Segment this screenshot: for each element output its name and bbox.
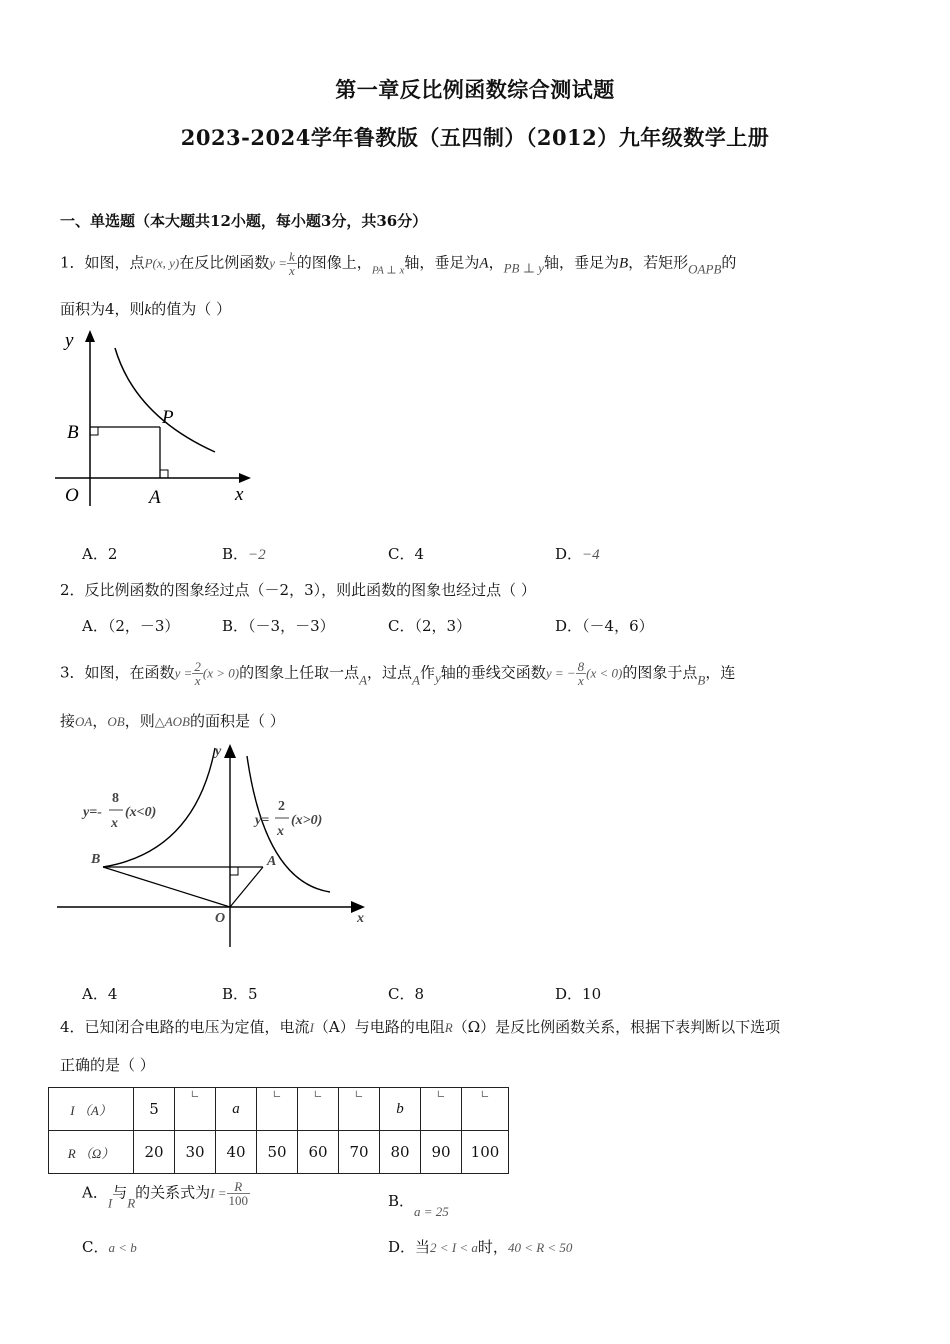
table-cell: 50 bbox=[257, 1131, 298, 1174]
q4-option-b[interactable] bbox=[388, 1190, 449, 1220]
q2-text: 反比例函数的图象经过点（－2，3），则此函数的图象也经过点（ ） bbox=[84, 581, 536, 599]
table-cell: ∟ bbox=[175, 1088, 216, 1131]
q3-right-eq-den: x bbox=[277, 824, 284, 839]
q3-func2-lhs: y = − bbox=[545, 665, 576, 681]
q3-curve-left bbox=[103, 748, 215, 867]
q3-left-eq-lhs: y=- bbox=[83, 805, 102, 820]
q3-oa: OA bbox=[75, 714, 93, 729]
option-label: B． bbox=[222, 985, 249, 1003]
q1-oapb-expr: OAPB bbox=[688, 261, 722, 277]
q3-option-c[interactable] bbox=[388, 983, 424, 1004]
q3-fig-x: x bbox=[357, 911, 364, 926]
q3-ob-line bbox=[103, 867, 230, 907]
q4-option-c[interactable] bbox=[82, 1236, 137, 1257]
option-value: （－3，－3） bbox=[248, 617, 335, 635]
q4-opt-range-r: 40 < R < 50 bbox=[507, 1240, 573, 1255]
q3-func1-fraction bbox=[192, 660, 203, 687]
q1-text: ， bbox=[488, 253, 504, 272]
option-text: 与 bbox=[112, 1183, 128, 1202]
table-cell: 5 bbox=[134, 1088, 175, 1131]
q1-option-c[interactable] bbox=[388, 543, 424, 564]
q4-i: I bbox=[309, 1020, 314, 1035]
q4-table bbox=[48, 1087, 509, 1174]
q3-func1-num: 2 bbox=[194, 659, 201, 674]
table-cell: 90 bbox=[421, 1131, 462, 1174]
q3-ob: OB bbox=[107, 714, 125, 729]
option-label: A． bbox=[82, 985, 108, 1003]
option-value: （2，3） bbox=[414, 617, 472, 635]
q3-func2-fraction bbox=[576, 660, 587, 687]
q1-text: 轴，垂足为 bbox=[404, 253, 480, 272]
q3-y-arrow bbox=[224, 744, 236, 758]
q1-func-num: k bbox=[289, 249, 295, 264]
q1-text: 的值为（ ） bbox=[151, 300, 231, 318]
option-value: 10 bbox=[582, 985, 602, 1003]
q3-text: 的图象于点 bbox=[622, 663, 698, 682]
q3-fig-y: y bbox=[215, 744, 222, 759]
q3-option-b[interactable] bbox=[222, 983, 258, 1004]
option-label: A． bbox=[82, 1183, 108, 1202]
q4-option-a[interactable] bbox=[82, 1180, 250, 1212]
option-value: 5 bbox=[248, 985, 258, 1003]
option-value: −4 bbox=[582, 547, 600, 563]
table-cell: ∟ bbox=[257, 1088, 298, 1131]
q3-text: ， bbox=[92, 712, 108, 730]
table-cell: 100 bbox=[462, 1131, 509, 1174]
q1-pa-expr: PA ⊥ x bbox=[371, 264, 405, 277]
q3-text: 的图象上任取一点 bbox=[239, 663, 360, 682]
q1-text: 在反比例函数 bbox=[179, 253, 270, 272]
q3-text: 接 bbox=[60, 712, 76, 730]
q3-fig-o: O bbox=[215, 911, 226, 926]
q1-option-d[interactable] bbox=[555, 543, 600, 564]
q4-option-d[interactable] bbox=[388, 1236, 572, 1257]
table-cell: 30 bbox=[175, 1131, 216, 1174]
table-cell: 70 bbox=[339, 1131, 380, 1174]
table-cell: 60 bbox=[298, 1131, 339, 1174]
option-label: D． bbox=[555, 545, 583, 563]
table-row bbox=[49, 1088, 509, 1131]
table-cell: I （A） bbox=[49, 1088, 134, 1131]
option-value: 2 bbox=[107, 545, 118, 563]
table-cell: R （Ω） bbox=[49, 1131, 134, 1174]
q1-option-a[interactable] bbox=[82, 543, 117, 564]
q3-right-eq-lhs: y= bbox=[255, 813, 270, 828]
q1-func-den: x bbox=[289, 263, 295, 278]
option-value: 8 bbox=[414, 985, 425, 1003]
q4-opt-den: 100 bbox=[228, 1193, 249, 1208]
option-label: C． bbox=[82, 1238, 109, 1256]
q2-option-c[interactable] bbox=[388, 615, 471, 636]
q3-fig-b: B bbox=[91, 852, 101, 867]
option-label: A． bbox=[82, 545, 108, 563]
q3-option-d[interactable] bbox=[555, 983, 601, 1004]
q4-number: 4． bbox=[60, 1018, 85, 1036]
q3-number: 3． bbox=[60, 663, 85, 682]
q3-fig-a: A bbox=[267, 854, 277, 869]
q4-text: 已知闭合电路的电压为定值，电流 bbox=[84, 1018, 310, 1036]
q1-figure bbox=[55, 326, 265, 511]
q3-func2-num: 8 bbox=[577, 659, 585, 674]
q1-label-b: B bbox=[618, 255, 629, 272]
q1-fig-x: x bbox=[235, 484, 244, 505]
q2-option-a[interactable] bbox=[82, 615, 179, 636]
q3-func1-den: x bbox=[194, 673, 201, 688]
q2-number: 2． bbox=[60, 581, 85, 599]
option-label: B． bbox=[222, 545, 249, 563]
option-value: （2，－3） bbox=[107, 617, 180, 635]
q1-text: 的图像上， bbox=[296, 253, 372, 272]
q3-stem-line2 bbox=[60, 710, 285, 731]
option-value: a = 25 bbox=[414, 1204, 449, 1219]
q3-right-angle bbox=[230, 867, 238, 875]
q3-text: 轴的垂线交函数 bbox=[440, 663, 546, 682]
q1-number: 1． bbox=[60, 253, 85, 272]
option-label: B． bbox=[222, 617, 249, 635]
q3-left-eq-num: 8 bbox=[112, 791, 119, 806]
option-label: D． bbox=[555, 985, 583, 1003]
table-cell: 40 bbox=[216, 1131, 257, 1174]
table-cell: 20 bbox=[134, 1131, 175, 1174]
q1-right-angle-a bbox=[160, 470, 168, 478]
option-value: （－4，6） bbox=[582, 617, 654, 635]
q3-stem bbox=[60, 660, 735, 689]
table-cell: ∟ bbox=[298, 1088, 339, 1131]
q1-fig-y: y bbox=[65, 330, 74, 351]
q1-curve bbox=[115, 348, 215, 452]
q2-option-d[interactable] bbox=[555, 615, 654, 636]
q3-figure bbox=[55, 742, 375, 952]
q3-text: 如图，在函数 bbox=[84, 663, 175, 682]
q4-stem-line2: 正确的是（ ） bbox=[60, 1056, 155, 1074]
q3-func2-domain: (x < 0) bbox=[586, 665, 623, 681]
option-text: 的关系式为 bbox=[135, 1183, 211, 1202]
q1-option-b[interactable] bbox=[222, 543, 266, 564]
q2-option-b[interactable] bbox=[222, 615, 335, 636]
q1-fig-a: A bbox=[149, 487, 161, 508]
q4-opt-fraction bbox=[227, 1180, 251, 1207]
q1-k: k bbox=[144, 302, 152, 318]
q3-left-eq-domain: (x<0) bbox=[125, 805, 157, 820]
q1-label-a: A bbox=[479, 255, 489, 272]
q1-x-arrow bbox=[239, 473, 251, 483]
option-label: D． bbox=[388, 1238, 416, 1256]
q3-point-b: B bbox=[697, 672, 706, 688]
q3-text: ，连 bbox=[705, 663, 736, 682]
q1-text: 轴，垂足为 bbox=[543, 253, 619, 272]
q4-text: （Ω）是反比例函数关系，根据下表判断以下选项 bbox=[452, 1018, 781, 1036]
table-cell: 80 bbox=[380, 1131, 421, 1174]
table-cell: ∟ bbox=[421, 1088, 462, 1131]
q1-pb-expr: PB ⊥ y bbox=[503, 260, 544, 276]
option-text: 当 bbox=[415, 1238, 431, 1256]
q3-text: 的面积是（ ） bbox=[190, 712, 285, 730]
q1-right-angle-b bbox=[90, 427, 98, 435]
option-label: C． bbox=[388, 617, 415, 635]
q1-text: 的 bbox=[721, 253, 737, 272]
q3-right-eq-num: 2 bbox=[278, 799, 285, 814]
q4-opt-range-i: 2 < I < a bbox=[430, 1240, 478, 1255]
q3-text: 作 bbox=[420, 663, 436, 682]
q3-func2-den: x bbox=[578, 673, 584, 688]
q3-left-eq-den: x bbox=[111, 816, 118, 831]
q1-text: ，若矩形 bbox=[628, 253, 689, 272]
option-value: −2 bbox=[248, 547, 266, 563]
page-title: 第一章反比例函数综合测试题 bbox=[335, 77, 615, 102]
option-label: D． bbox=[555, 617, 583, 635]
q2-stem bbox=[60, 579, 536, 600]
page-subtitle: 2023-2024学年鲁教版（五四制）（2012）九年级数学上册 bbox=[180, 125, 770, 150]
q1-fig-b: B bbox=[67, 422, 79, 443]
q3-y: y bbox=[435, 670, 441, 686]
option-label: C． bbox=[388, 545, 415, 563]
table-cell: a bbox=[216, 1088, 257, 1131]
option-text: 时， bbox=[477, 1238, 508, 1256]
table-cell: ∟ bbox=[339, 1088, 380, 1131]
q3-triangle: △AOB bbox=[154, 714, 191, 729]
q3-oa-line bbox=[230, 867, 263, 907]
q1-text: 如图，点 bbox=[84, 253, 145, 272]
option-label: A． bbox=[82, 617, 108, 635]
option-value: 4 bbox=[414, 545, 425, 563]
table-cell: ∟ bbox=[462, 1088, 509, 1131]
q4-text: （A）与电路的电阻 bbox=[313, 1018, 445, 1036]
q3-func1-lhs: y = bbox=[174, 665, 193, 681]
q1-fig-o: O bbox=[65, 485, 79, 506]
q1-stem bbox=[60, 250, 736, 278]
option-value: 4 bbox=[107, 985, 118, 1003]
q4-opt-num: R bbox=[227, 1180, 251, 1194]
q4-stem bbox=[60, 1016, 780, 1037]
q1-func-fraction bbox=[287, 250, 297, 277]
q4-r: R bbox=[444, 1020, 453, 1035]
option-label: B． bbox=[388, 1192, 415, 1210]
q3-text: ，过点 bbox=[367, 663, 413, 682]
q1-y-arrow bbox=[85, 330, 95, 342]
q1-func-expr: y = bbox=[269, 255, 288, 271]
table-row bbox=[49, 1131, 509, 1174]
q3-text: ，则 bbox=[124, 712, 155, 730]
table-cell: b bbox=[380, 1088, 421, 1131]
q3-right-eq-domain: (x>0) bbox=[291, 813, 323, 828]
q4-opt-r: R bbox=[127, 1195, 136, 1211]
q1-fig-p: P bbox=[162, 407, 174, 428]
q3-point-a: A bbox=[359, 672, 368, 688]
option-label: C． bbox=[388, 985, 415, 1003]
q3-option-a[interactable] bbox=[82, 983, 117, 1004]
q3-func1-domain: (x > 0) bbox=[202, 665, 240, 681]
q1-text: 面积为4，则 bbox=[60, 300, 145, 318]
q4-opt-i: I bbox=[107, 1195, 113, 1211]
section-heading: 一、单选题（本大题共12小题，每小题3分，共36分） bbox=[60, 212, 428, 230]
option-value: a < b bbox=[108, 1240, 137, 1255]
q1-stem-line2 bbox=[60, 298, 231, 319]
q1-point-expr: P(x, y) bbox=[144, 255, 180, 271]
q4-opt-eq: I = bbox=[210, 1185, 227, 1201]
q3-point-a: A bbox=[412, 672, 420, 688]
